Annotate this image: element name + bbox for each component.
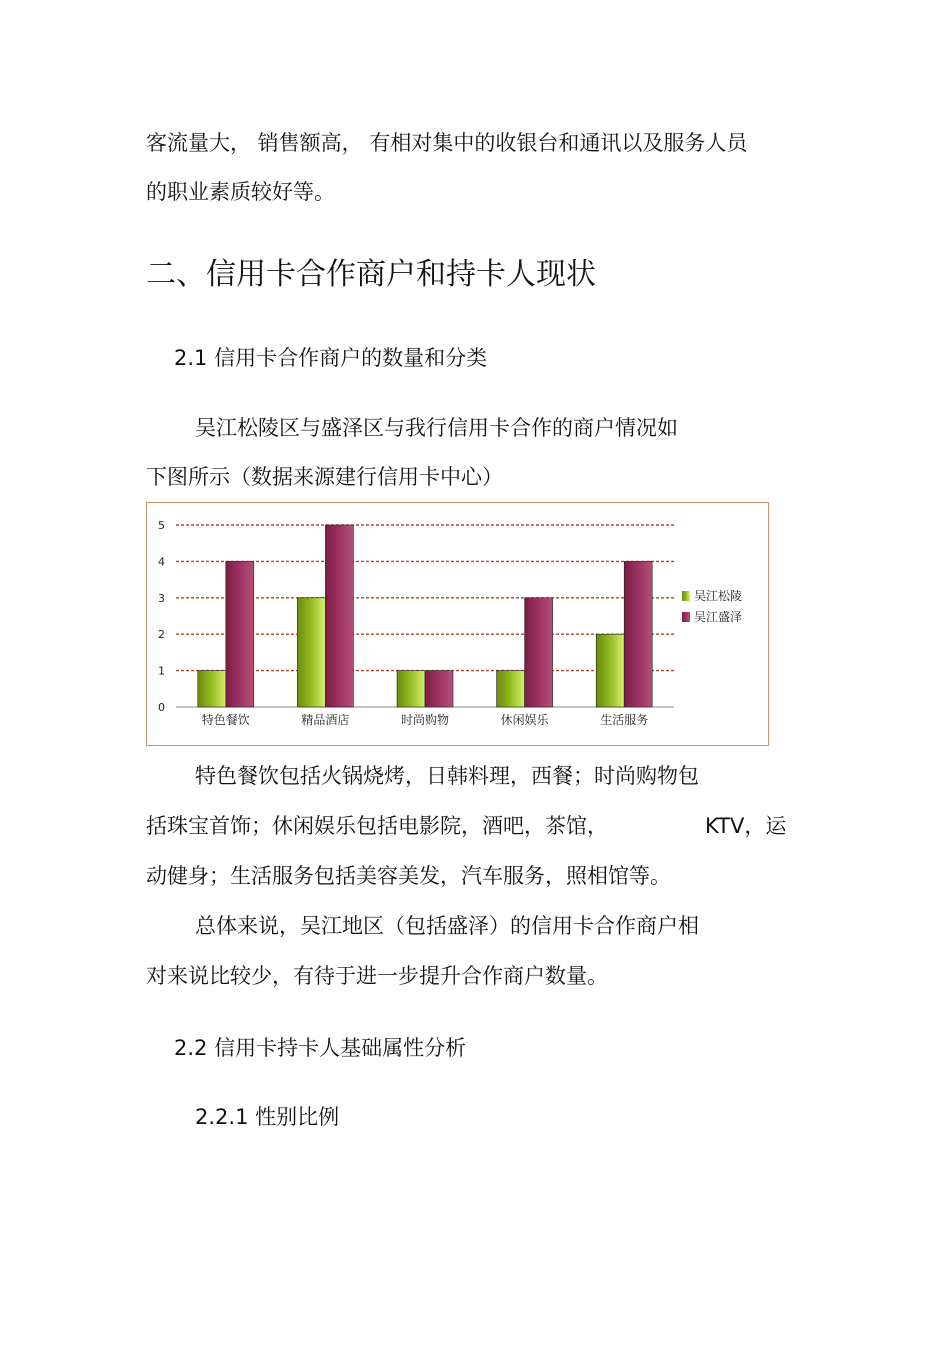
para4-line2: 对来说比较少，有待于进一步提升合作商户数量。 xyxy=(146,964,608,988)
bar-series2 xyxy=(624,561,652,707)
bar-series1 xyxy=(198,671,226,707)
para2-line2: 下图所示（数据来源建行信用卡中心） xyxy=(146,465,503,489)
y-tick-label: 5 xyxy=(158,519,165,532)
subsection-2-2-1: 2.2.1 性别比例 xyxy=(195,1105,340,1129)
para3-line1: 特色餐饮包括火锅烧烤，日韩料理，西餐；时尚购物包 xyxy=(195,764,699,788)
y-tick-label: 3 xyxy=(158,591,165,605)
bar-series1 xyxy=(397,671,425,707)
bar-series2 xyxy=(525,598,553,707)
legend-swatch xyxy=(682,612,690,622)
chart-frame xyxy=(146,502,769,746)
y-tick-label: 4 xyxy=(158,555,165,569)
legend-label: 吴江盛泽 xyxy=(694,610,743,624)
bar-series2 xyxy=(226,561,254,707)
y-tick-label: 2 xyxy=(158,628,165,642)
para3-line3: 动健身；生活服务包括美容美发，汽车服务，照相馆等。 xyxy=(146,864,671,888)
bar-series2 xyxy=(425,671,453,707)
bar-series2 xyxy=(325,525,353,707)
legend-label: 吴江松陵 xyxy=(694,589,743,603)
para3-line2a: 括珠宝首饰；休闲娱乐包括电影院，酒吧，茶馆， xyxy=(146,814,608,838)
section-title: 二、信用卡合作商户和持卡人现状 xyxy=(146,257,596,292)
legend-swatch xyxy=(682,591,690,601)
para1-line2: 的职业素质较好等。 xyxy=(146,180,335,204)
x-tick-label: 生活服务 xyxy=(600,713,649,727)
x-tick-label: 特色餐饮 xyxy=(201,713,250,727)
y-tick-label: 1 xyxy=(158,664,165,678)
x-tick-label: 精品酒店 xyxy=(301,713,350,727)
bar-series1 xyxy=(497,671,525,707)
x-tick-label: 时尚购物 xyxy=(400,713,450,727)
subsection-2-1: 2.1 信用卡合作商户的数量和分类 xyxy=(174,346,488,370)
x-tick-label: 休闲娱乐 xyxy=(500,713,549,727)
subsection-2-2: 2.2 信用卡持卡人基础属性分析 xyxy=(174,1036,467,1060)
para3-line2b: KTV，运 xyxy=(705,814,787,838)
para2-line1: 吴江松陵区与盛泽区与我行信用卡合作的商户情况如 xyxy=(195,416,678,440)
bar-chart xyxy=(147,503,767,744)
para4-line1: 总体来说，吴江地区（包括盛泽）的信用卡合作商户相 xyxy=(195,914,699,938)
y-tick-label: 0 xyxy=(158,701,165,714)
bar-series1 xyxy=(596,634,624,707)
bar-series1 xyxy=(297,598,325,707)
para1-line1: 客流量大， 销售额高， 有相对集中的收银台和通讯以及服务人员 xyxy=(146,131,748,155)
